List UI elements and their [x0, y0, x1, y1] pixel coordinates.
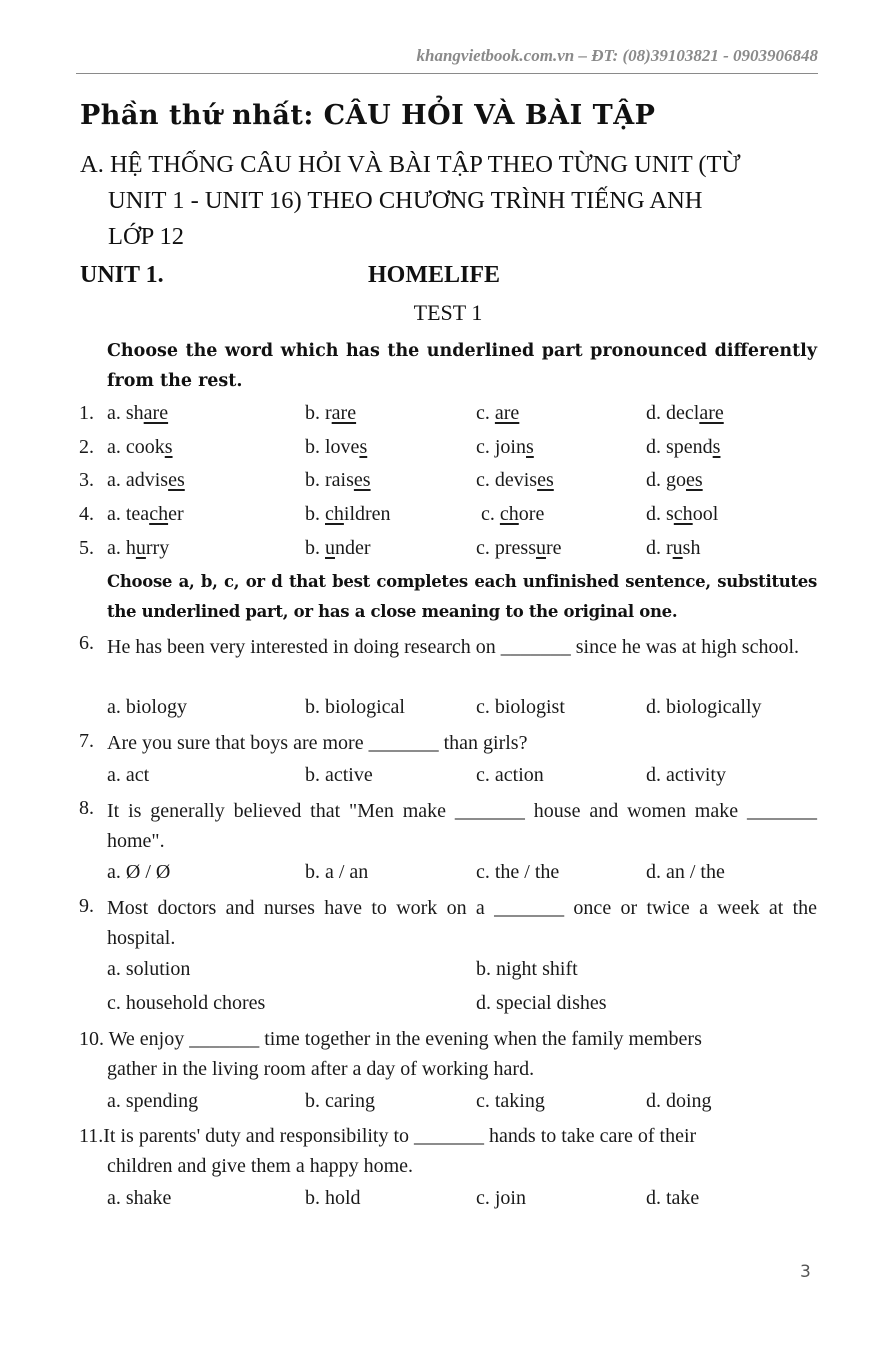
- option-text: a. sh: [107, 402, 144, 424]
- question-line-1: 10. We enjoy _______ time together in the evening when the family members: [79, 1028, 702, 1050]
- option-text: b. r: [305, 402, 332, 424]
- question-text: [79, 1121, 817, 1181]
- section-a-line-2: UNIT 1 - UNIT 16) THEO CHƯƠNG TRÌNH TIẾNG ANH: [108, 187, 703, 214]
- option-text: c.: [481, 503, 500, 525]
- underlined-part: es: [353, 469, 371, 491]
- option-text: er: [168, 503, 184, 525]
- option-d: d. biologically: [646, 696, 762, 718]
- option-d: d. special dishes: [476, 992, 607, 1014]
- question-number: 2.: [79, 436, 94, 458]
- question-text: It is generally believed that "Men make _______ house and women make _______ home".: [107, 800, 817, 852]
- question-number: 6.: [79, 632, 94, 654]
- option-b: b. hold: [305, 1187, 361, 1209]
- option-text: ore: [518, 503, 545, 525]
- option-a: a. solution: [107, 958, 191, 980]
- option-d: [646, 503, 718, 526]
- unit-title: HOMELIFE: [368, 262, 501, 288]
- option-text: d. decl: [646, 402, 700, 424]
- underlined-part: s: [359, 436, 368, 458]
- option-a: [107, 402, 168, 425]
- question-number: 8.: [79, 797, 94, 819]
- option-a: [107, 503, 184, 526]
- option-d: [646, 436, 720, 459]
- option-b: b. night shift: [476, 958, 578, 980]
- option-text: nder: [335, 537, 371, 559]
- option-b: b. a / an: [305, 861, 369, 883]
- underlined-part: s: [164, 436, 173, 458]
- option-text: d. r: [646, 537, 673, 559]
- underlined-part: ch: [325, 503, 344, 525]
- option-b: b. active: [305, 764, 373, 786]
- option-d: d. doing: [646, 1090, 712, 1112]
- underlined-part: ch: [149, 503, 169, 525]
- option-a: [107, 469, 185, 492]
- underlined-part: u: [135, 537, 146, 559]
- option-text: d. s: [646, 503, 674, 525]
- option-c: [476, 537, 562, 560]
- option-a: a. shake: [107, 1187, 172, 1209]
- option-text: ool: [692, 503, 719, 525]
- option-d: [646, 537, 700, 560]
- question-number: 3.: [79, 469, 94, 491]
- section-a-line-3: LỚP 12: [108, 223, 185, 250]
- option-d: d. activity: [646, 764, 726, 786]
- option-c: [476, 469, 554, 492]
- option-c: [476, 402, 519, 425]
- underlined-part: s: [712, 436, 721, 458]
- header-rule: [76, 73, 818, 74]
- test-title: TEST 1: [413, 300, 483, 325]
- option-a: a. Ø / Ø: [107, 861, 171, 883]
- underlined-part: u: [535, 537, 546, 559]
- option-b: b. caring: [305, 1090, 375, 1112]
- instruction-pronunciation: Choose the word which has the underlined part pronounced differently from the rest.: [107, 341, 817, 391]
- option-c: [481, 503, 544, 526]
- underlined-part: u: [672, 537, 683, 559]
- underlined-part: are: [143, 402, 169, 424]
- option-b: [305, 402, 356, 425]
- question-number: 1.: [79, 402, 94, 424]
- page-number: 3: [800, 1262, 811, 1282]
- option-text: c.: [476, 402, 495, 424]
- option-text: b. love: [305, 436, 360, 458]
- option-text: c. join: [476, 436, 526, 458]
- option-text: b.: [305, 503, 325, 525]
- section-a-line-1: A. HỆ THỐNG CÂU HỎI VÀ BÀI TẬP THEO TỪNG UNIT (TỪ: [80, 151, 741, 178]
- option-b: [305, 469, 371, 492]
- option-a: a. act: [107, 764, 150, 786]
- option-text: re: [545, 537, 562, 559]
- option-b: [305, 503, 391, 526]
- question-number: 5.: [79, 537, 94, 559]
- section-a-heading: [80, 147, 818, 255]
- underlined-part: u: [325, 537, 335, 559]
- option-text: c. press: [476, 537, 536, 559]
- option-text: sh: [682, 537, 701, 559]
- underlined-part: are: [331, 402, 357, 424]
- underlined-part: es: [686, 469, 703, 491]
- option-text: a. cook: [107, 436, 165, 458]
- option-text: c. devis: [476, 469, 538, 491]
- option-c: c. join: [476, 1187, 526, 1209]
- option-text: a. h: [107, 537, 136, 559]
- option-a: a. biology: [107, 696, 187, 718]
- option-c: c. biologist: [476, 696, 565, 718]
- option-d: d. take: [646, 1187, 700, 1209]
- unit-label: UNIT 1.: [80, 262, 164, 288]
- question-text: Are you sure that boys are more _______ than girls?: [107, 732, 528, 754]
- question-text: [79, 1024, 817, 1084]
- option-text: a. advis: [107, 469, 169, 491]
- option-c: c. action: [476, 764, 544, 786]
- question-number: 4.: [79, 503, 94, 525]
- underlined-part: ch: [673, 503, 693, 525]
- question-line-2: children and give them a happy home.: [107, 1155, 414, 1177]
- underlined-part: es: [168, 469, 185, 491]
- option-d: d. an / the: [646, 861, 725, 883]
- question-text: Most doctors and nurses have to work on a _______ once or twice a week at the hospital.: [107, 897, 817, 949]
- option-a: [107, 436, 173, 459]
- option-d: [646, 402, 724, 425]
- page-header: khangvietbook.com.vn – ĐT: (08)39103821 - 0903906848: [416, 46, 818, 65]
- underlined-part: s: [526, 436, 534, 458]
- question-line-1: 11.It is parents' duty and responsibility to _______ hands to take care of their: [79, 1125, 697, 1147]
- underlined-part: es: [537, 469, 554, 491]
- option-text: d. go: [646, 469, 686, 491]
- option-d: [646, 469, 703, 492]
- option-a: [107, 537, 169, 560]
- option-c: c. the / the: [476, 861, 560, 883]
- option-text: ildren: [343, 503, 391, 525]
- question-number: 7.: [79, 730, 94, 752]
- option-text: b. rais: [305, 469, 354, 491]
- option-a: a. spending: [107, 1090, 199, 1112]
- part-title: Phần thứ nhất: CÂU HỎI VÀ BÀI TẬP: [80, 100, 656, 131]
- question-text: He has been very interested in doing research on _______ since he was at high school.: [107, 636, 800, 658]
- option-c: c. taking: [476, 1090, 545, 1112]
- option-c: c. household chores: [107, 992, 266, 1014]
- option-b: b. biological: [305, 696, 405, 718]
- option-text: b.: [305, 537, 325, 559]
- option-b: [305, 537, 371, 560]
- option-text: d. spend: [646, 436, 713, 458]
- question-line-2: gather in the living room after a day of working hard.: [107, 1058, 535, 1080]
- underlined-part: ch: [499, 503, 519, 525]
- option-text: rry: [145, 537, 170, 559]
- option-text: a. tea: [107, 503, 150, 525]
- underlined-part: are: [494, 402, 520, 424]
- instruction-completion: Choose a, b, c, or d that best completes each unfinished sentence, substitutes the underlined part, or has a close meaning to the original one.: [107, 572, 817, 621]
- option-b: [305, 436, 367, 459]
- underlined-part: are: [699, 402, 724, 424]
- option-c: [476, 436, 534, 459]
- question-number: 9.: [79, 895, 94, 917]
